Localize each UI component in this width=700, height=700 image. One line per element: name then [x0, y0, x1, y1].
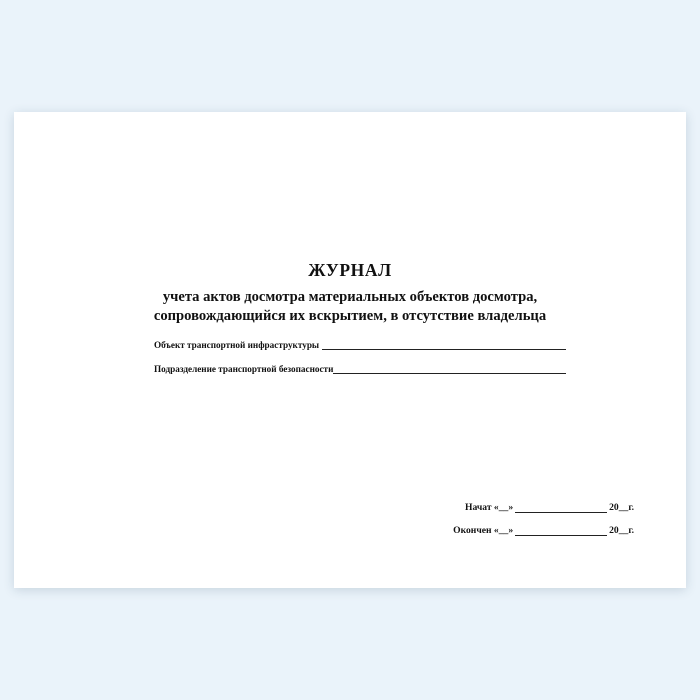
fields-block — [154, 340, 566, 388]
footer-label-finished: Окончен «__» — [453, 525, 514, 536]
footer-input-started-date[interactable] — [515, 503, 607, 513]
field-input-transport-object[interactable] — [322, 340, 566, 350]
field-label-transport-object: Объект транспортной инфраструктуры — [154, 340, 320, 350]
footer-tail-finished-year: 20__г. — [609, 525, 634, 536]
page-title: ЖУРНАЛ — [308, 260, 392, 280]
footer-tail-started-year: 20__г. — [609, 502, 634, 513]
footer-input-finished-date[interactable] — [515, 526, 607, 536]
document-page-inner — [14, 112, 686, 588]
footer-label-started: Начат «__» — [464, 502, 514, 513]
page-subtitle-line-2: сопровождающийся их вскрытием, в отсутствие владельца — [153, 308, 547, 325]
field-label-security-unit: Подразделение транспортной безопасности — [154, 364, 334, 374]
footer-block — [453, 502, 634, 536]
page-subtitle-line-1: учета актов досмотра материальных объектов досмотра, — [162, 288, 538, 305]
page-subtitle — [14, 288, 686, 327]
footer-row-finished — [453, 525, 634, 536]
footer-row-started — [453, 502, 634, 513]
field-input-security-unit[interactable] — [333, 364, 566, 374]
title-block — [14, 260, 686, 327]
field-row — [154, 364, 566, 374]
document-page — [14, 112, 686, 588]
field-row — [154, 340, 566, 350]
